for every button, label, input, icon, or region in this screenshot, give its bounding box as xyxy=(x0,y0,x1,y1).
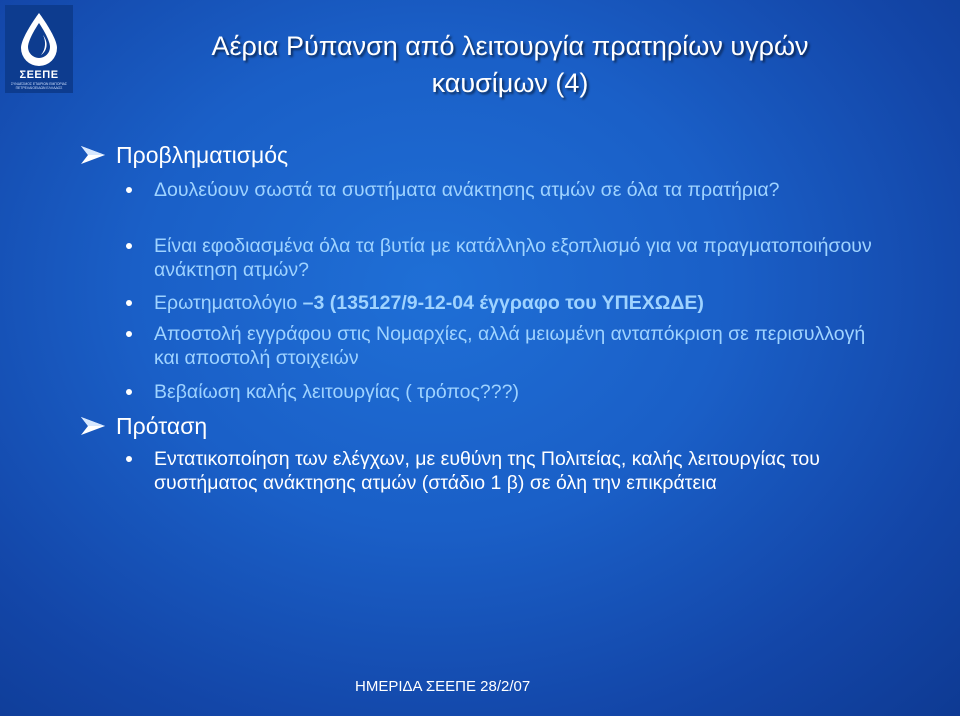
title-line-1: Αέρια Ρύπανση από λειτουργία πρατηρίων υγρών xyxy=(211,31,809,61)
list-item xyxy=(154,322,874,370)
dot-bullet-icon xyxy=(126,456,132,462)
dot-bullet-icon xyxy=(126,243,132,249)
logo xyxy=(5,5,73,93)
drop-logo-icon xyxy=(15,11,63,67)
list-item-text: Αποστολή εγγράφου στις Νομαρχίες, αλλά μειωμένη ανταπόκριση σε περισυλλογή και αποστολή στοιχειών xyxy=(154,323,866,369)
list-item-text: Είναι εφοδιασμένα όλα τα βυτία με κατάλληλο εξοπλισμό για να πραγματοποιήσουν ανάκτηση ατμών? xyxy=(154,235,872,281)
logo-text: ΣΕΕΠΕ xyxy=(19,69,59,81)
list-item-text: Βεβαίωση καλής λειτουργίας ( τρόπος???) xyxy=(154,381,519,403)
dot-bullet-icon xyxy=(126,300,132,306)
list-item-text: Ερωτηματολόγιο xyxy=(154,292,303,314)
section-heading-text: Προβληματισμός xyxy=(116,142,289,168)
footer: ΗΜΕΡΙΔΑ ΣΕΕΠΕ 28/2/07 xyxy=(355,678,531,695)
dot-bullet-icon xyxy=(126,187,132,193)
slide-title xyxy=(95,28,925,102)
list-item xyxy=(154,178,874,202)
list-item-text: Δουλεύουν σωστά τα συστήματα ανάκτησης ατμών σε όλα τα πρατήρια? xyxy=(154,179,780,201)
dot-bullet-icon xyxy=(126,331,132,337)
arrow-bullet-icon xyxy=(78,415,108,437)
dot-bullet-icon xyxy=(126,389,132,395)
list-item xyxy=(154,447,874,495)
list-item xyxy=(154,291,874,315)
arrow-bullet-icon xyxy=(78,144,108,166)
list-item-text: Εντατικοποίηση των ελέγχων, με ευθύνη της Πολιτείας, καλής λειτουργίας του συστήματος ανάκτησης ατμών (στάδιο 1 β) σε όλη την επικράτεια xyxy=(154,448,820,494)
title-line-2: καυσίμων (4) xyxy=(431,68,589,98)
logo-subtext: ΣΥΝΔΕΣΜΟΣ ΕΤΑΙΡΙΩΝ ΕΜΠΟΡΙΑΣ ΠΕΤΡΕΛΑΙΟΕΙΔΩΝ ΕΛΛΑΔΟΣ xyxy=(10,82,68,90)
list-item xyxy=(154,234,874,282)
list-item-bold-text: –3 (135127/9-12-04 έγγραφο του ΥΠΕΧΩΔΕ) xyxy=(302,292,704,314)
section-heading xyxy=(78,141,288,169)
list-item xyxy=(154,380,874,404)
section-heading-text: Πρόταση xyxy=(116,413,208,439)
section-heading xyxy=(78,412,207,440)
